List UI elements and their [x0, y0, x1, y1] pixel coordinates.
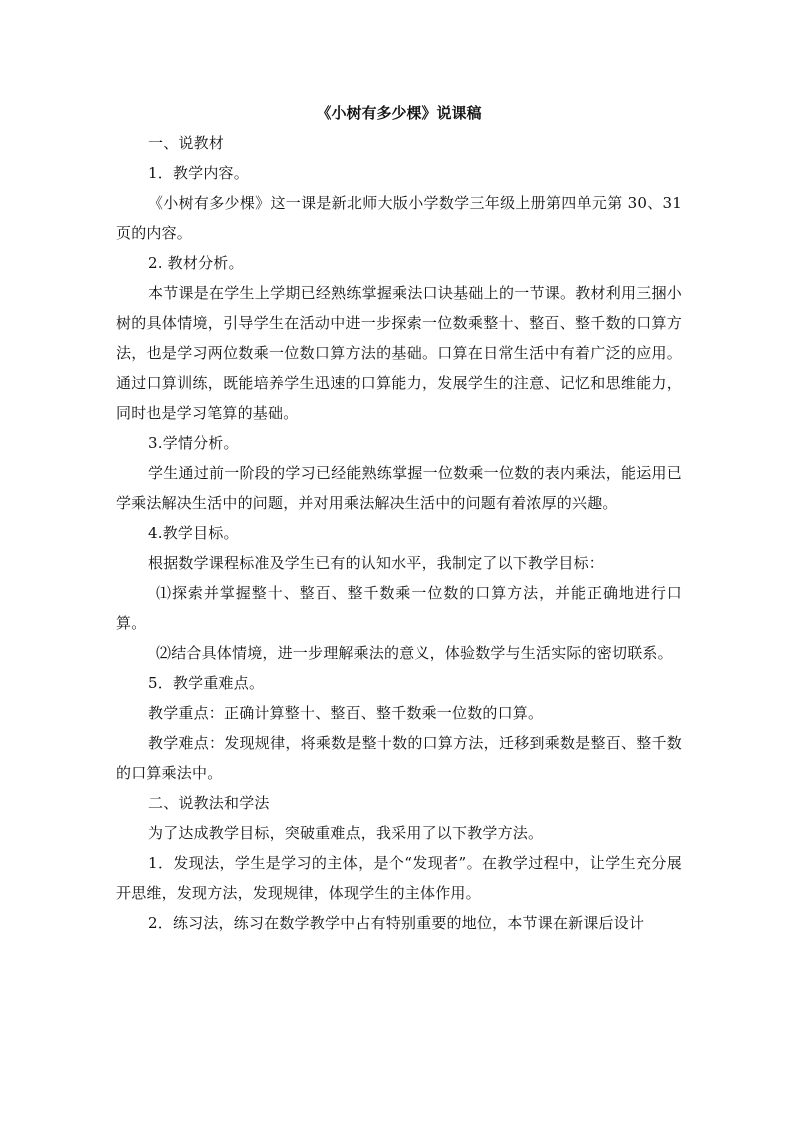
paragraph-methods-intro: 为了达成教学目标，突破重难点，我采用了以下教学方法。 [148, 824, 544, 842]
subheading-textbook-analysis: 2. 教材分析。 [148, 254, 244, 272]
subheading-key-points: 5．教学重难点。 [148, 674, 265, 692]
paragraph-practice-method: 2．练习法，练习在数学教学中占有特别重要的地位，本节课在新课后设计 [148, 914, 645, 932]
paragraph-teaching-content: 《小树有多少棵》这一课是新北师大版小学数学三年级上册第四单元第 30、31 页的内容。 [116, 194, 682, 242]
paragraph-difficult-point: 教学难点：发现规律，将乘数是整十数的口算方法，迁移到乘数是整百、整千数的口算乘法中。 [116, 734, 682, 782]
document-page [116, 98, 682, 938]
paragraph-teaching-goals-intro: 根据数学课程标准及学生已有的认知水平，我制定了以下教学目标： [148, 554, 605, 572]
section-heading-textbook: 一、说教材 [148, 134, 225, 152]
subheading-teaching-goals: 4.教学目标。 [148, 524, 239, 542]
document-title: 《小树有多少棵》说课稿 [316, 104, 482, 122]
paragraph-discovery-method: 1．发现法，学生是学习的主体，是个“发现者”。在教学过程中，让学生充分展开思维，发现方法，发现规律，体现学生的主体作用。 [116, 854, 682, 902]
goal-item-1: ⑴探索并掌握整十、整百、整千数乘一位数的口算方法，并能正确地进行口算。 [116, 584, 682, 632]
section-heading-methods: 二、说教法和学法 [148, 794, 270, 812]
subheading-student-analysis: 3.学情分析。 [148, 434, 239, 452]
paragraph-key-point: 教学重点：正确计算整十、整百、整千数乘一位数的口算。 [148, 704, 544, 722]
paragraph-student-analysis: 学生通过前一阶段的学习已经能熟练掌握一位数乘一位数的表内乘法，能运用已学乘法解决生活中的问题，并对用乘法解决生活中的问题有着浓厚的兴趣。 [116, 464, 682, 512]
paragraph-textbook-analysis: 本节课是在学生上学期已经熟练掌握乘法口诀基础上的一节课。教材利用三捆小树的具体情境，引导学生在活动中进一步探索一位数乘整十、整百、整千数的口算方法，也是学习两位数乘一位数口算方法的基础。口算在日常生活中有着广泛的应用。通过口算训练，既能培养学生迅速的口算能力，发展学生的注意、记忆和思维能力，同时也是学习笔算的基础。 [116, 284, 682, 422]
goal-item-2: ⑵结合具体情境，进一步理解乘法的意义，体验数学与生活实际的密切联系。 [156, 644, 673, 662]
subheading-teaching-content: 1．教学内容。 [148, 164, 249, 182]
